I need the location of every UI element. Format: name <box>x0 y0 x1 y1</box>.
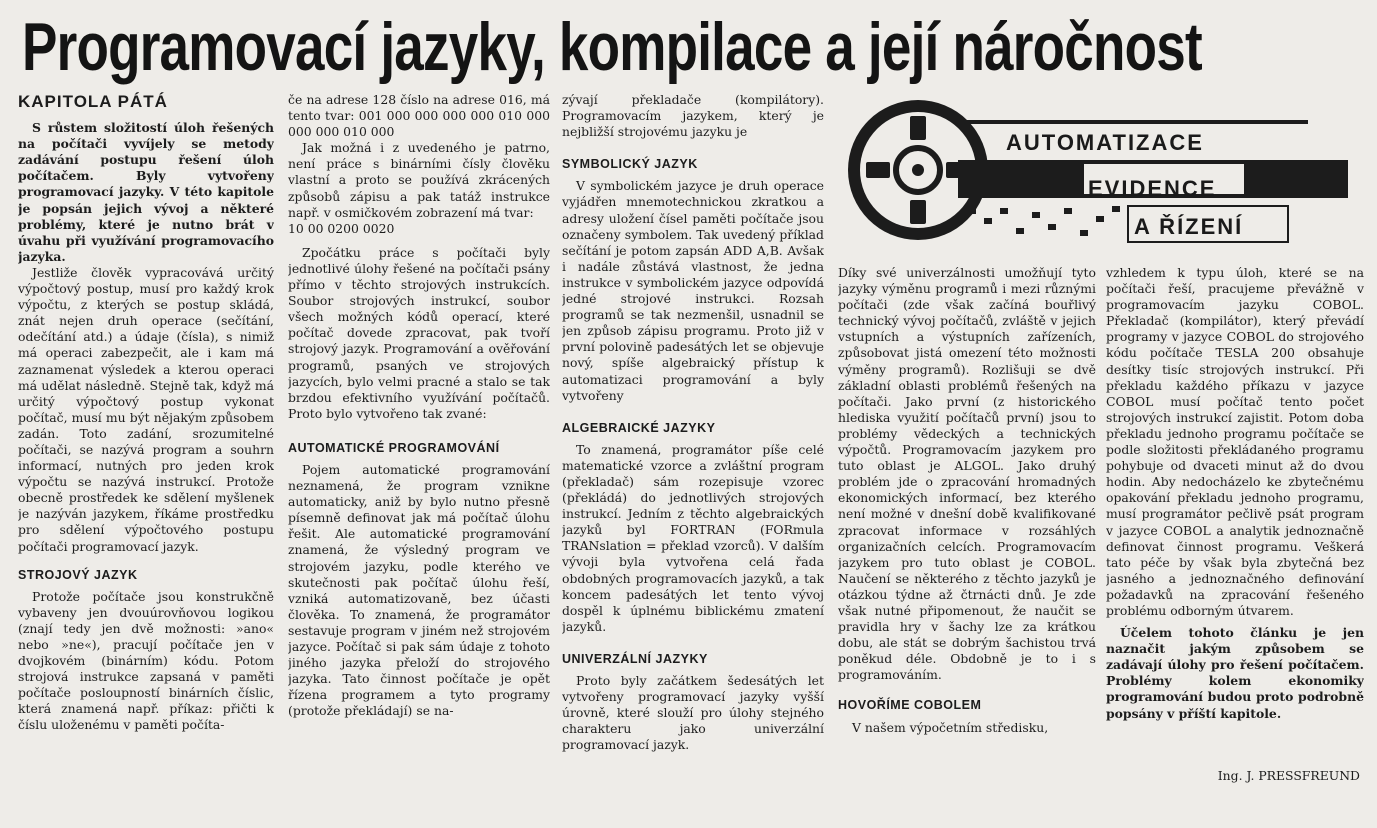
logo-text-evidence: EVIDENCE <box>1088 176 1217 201</box>
paragraph: Protože počítače jsou konstrukčně vybaveny jen dvouúrovňovou logikou (znají tedy jen dvě možnosti: »ano« nebo »ne«), pracují počítače jen v dvojkovém (binárním) kódu. Potom strojová instrukce zapsaná v paměti počítače posloupností binárních číslic, která znamená např. příkaz: přičti k číslu uloženému v paměti počíta- <box>18 588 274 733</box>
paragraph: Proto byly začátkem šedesátých let vytvořeny programovací jazyky vyšší úrovně, které slouží pro úlohy stejného charakteru jako univerzální programovací jazyk. <box>562 673 824 753</box>
article-column-1 <box>18 92 274 802</box>
paragraph: To znamená, programátor píše celé matematické vzorce a zvláštní program (překladač) sám rozepisuje vzorec (překládá) do jednotlivých strojových instrukcí. Jedním z těchto algebraických jazyků byl FORTRAN (FORmula TRANslation = překlad vzorců). V dalším vývoji byla vytvořena celá řada obdobných programovacích jazyků, a tak koncem padesátých let tento vývoj dospěl k úplnému biblickému zmatení jazyků. <box>562 441 824 634</box>
paragraph: zývají překladače (kompilátory). Programovacím jazykem, který je nejbližší strojovému jazyku je <box>562 92 824 140</box>
section-heading-algebraicke: ALGEBRAICKÉ JAZYKY <box>562 420 716 435</box>
article-column-5 <box>1106 265 1364 795</box>
headline: Programovací jazyky, kompilace a její náročnost <box>22 9 1202 85</box>
section-heading-univerzalni: UNIVERZÁLNÍ JAZYKY <box>562 651 708 666</box>
article-column-3 <box>562 92 824 792</box>
intro-paragraph: S růstem složitostí úloh řešených na počítači vyvíjely se metody zadávání postupu řešení úloh počítačem. Byly vytvořeny programovací jazyky. V této kapitole je popsán jejich vývoj a některé problémy, které je nutno brát v úvahu při využívání programovacího jazyka. <box>18 120 274 264</box>
closing-paragraph: Účelem tohoto článku je jen naznačit jakým způsobem se zadávají úlohy pro řešení počítačem. Problémy kolem ekonomiky programování budou proto podrobně popsány v příští kapitole. <box>1106 625 1364 721</box>
paragraph: Jak možná i z uvedeného je patrno, není práce s binárními čísly člověku vlastní a proto se používá zkrácených způsobů zápisu a pak tatáž instrukce např. v osmičkovém zobrazení má tvar: <box>288 140 550 220</box>
section-heading-cobol: HOVOŘÍME COBOLEM <box>838 698 982 713</box>
chapter-heading: KAPITOLA PÁTÁ <box>18 92 168 111</box>
paragraph: vzhledem k typu úloh, které se na počítači řeší, pracujeme převážně v programovacím jazyku COBOL. Překladač (kompilátor), který převádí programy v jazyce COBOL do strojového kódu počítače TESLA 200 obsahuje desítky tisíc strojových instrukcí. Při překladu každého příkazu v jazyce COBOL musí počítač tento počet strojových instrukcí zajistit. Potom doba překladu jednoho programu počítače se podle složitosti překládaného programu pohybuje od dvaceti minut až do dvou hodin. Aby nedocházelo ke zbytečnému opakování překladu jednoho programu, musí programátor pečlivě psát program v jazyce COBOL a analytik jednoznačně definovat činnost programu. Veškerá tato péče by však byla zbytečná bez jasného a jednoznačného definování požadavků na zpracování řešeného problému odborným útvarem. <box>1106 265 1364 618</box>
paragraph: Pojem automatické programování neznamená, že program vznikne automaticky, aniž by bylo nutno přesně písemně definovat jak má počítač úlohu řešit. Ale automatické programování znamená, že výsledný program ve strojovém jazyku, podle kterého ve skutečnosti pak počítač úlohu řeší, vzniká automatizovaně, bez účasti člověka. To znamená, že programátor sestavuje program v jiném než strojovém jazyce. Počítač si pak sám údaje z tohoto jiného jazyka přeloží do strojového jazyka. Tato činnost počítače je opět řízena programem a tyto programy (protože překládají) se na- <box>288 461 550 719</box>
paragraph: Zpočátku práce s počítači byly jednotlivé úlohy řešené na počítači psány přímo v těchto strojových instrukcích. Soubor strojových instrukcí, soubor všech možných kódů operací, které počítač dovede zpracovat, pak tvoří strojový jazyk. Programování a ověřování programů, psaných ve strojových jazycích, bylo velmi pracné a stalo se tak brzdou efektivního využívání počítačů. Proto bylo vytvořeno tak zvané: <box>288 244 550 421</box>
article-column-2 <box>288 92 550 792</box>
article-column-4 <box>838 265 1096 790</box>
author-signature: Ing. J. PRESSFREUND <box>1217 768 1360 783</box>
section-heading-auto: AUTOMATICKÉ PROGRAMOVÁNÍ <box>288 440 500 455</box>
paragraph: če na adrese 128 číslo na adrese 016, má tento tvar: 001 000 000 000 000 010 000 000 000 010 000 <box>288 92 550 140</box>
paragraph: Díky své univerzálnosti umožňují tyto jazyky výměnu programů i mezi různými počítači (zde však začíná bouřlivý technický vývoj počítačů, zvláště v jejich vstupních a výstupních zařízeních, způsobovat jistá omezení této možnosti výměny programů). Rozlišuji se dvě základní oblasti problémů řešených na počítači. Jako první (z historického hlediska využití počítačů první) jsou to problémy vědeckých a technických výpočtů. Programovacím jazykem pro tuto oblast je ALGOL. Jako druhý problém jde o zpracování hromadných ekonomických informací, bez kterého není možné v dnešní době kvalifikované zpracovat informace v rozsáhlých organizačních celcích. Programovacím jazykem pro tuto oblast je COBOL. Naučení se některého z těchto jazyků je otázkou týdne až čtrnácti dnů. Je zde však nutné připomenout, že naučit se pravidla hry v šachy lze za krátkou dobu, ale stát se dobrým šachistou trvá poněkud déle. Obdobně je to i s programováním. <box>838 265 1096 683</box>
paragraph: V našem výpočetním středisku, <box>852 719 1049 735</box>
paragraph: Jestliže člověk vypracovává určitý výpočtový postup, musí pro každý krok výpočtu, z kterých se postup skládá, znát nejen druh operace (sečítání, odečítání atd.) a údaje (čísla), s nimiž má operaci zabezpečit, ale i kam má zaznamenat výsledek a kterou operaci má udělat následně. Stejně tak, když má určitý výpočtový postup vykonat počítač, musí mu být nějakým způsobem zadán. Toto zadání, srozumitelné počítači, se nazývá program a souhrn informací, nutných pro jeden krok výpočtu se nazývá instrukcí. Protože obecně prostředek ke sdělení myšlenek je nazýván jazykem, říkáme prostředku pro sdělení výpočtového postupu počítači programovací jazyk. <box>18 264 274 554</box>
octal-code: 10 00 0200 0020 <box>288 220 395 236</box>
series-logo <box>838 100 1358 260</box>
section-heading-strojovy: STROJOVÝ JAZYK <box>18 567 138 582</box>
logo-text-automatizace: AUTOMATIZACE <box>1006 130 1204 155</box>
paragraph: V symbolickém jazyce je druh operace vyjádřen mnemotechnickou zkratkou a adresy uložení čísel paměti počítače jsou označeny symbolem. Tak uvedený příklad sečítání je potom zapsán ADD A,B. Avšak i nadále zůstává vlastnost, že jedna instrukce v symbolickém jazyce odpovídá jedné strojové instrukci. Rozsah programů se tak nezmenšil, usnadnil se jen způsob zápisu programu. Proto již v první polovině padesátých let se objevuje nový, spíše algebraický přístup k automatizaci programování a byly vytvořeny <box>562 178 824 403</box>
logo-text-rizeni: A ŘÍZENÍ <box>1134 214 1244 239</box>
section-heading-symbolicky: SYMBOLICKÝ JAZYK <box>562 157 698 172</box>
